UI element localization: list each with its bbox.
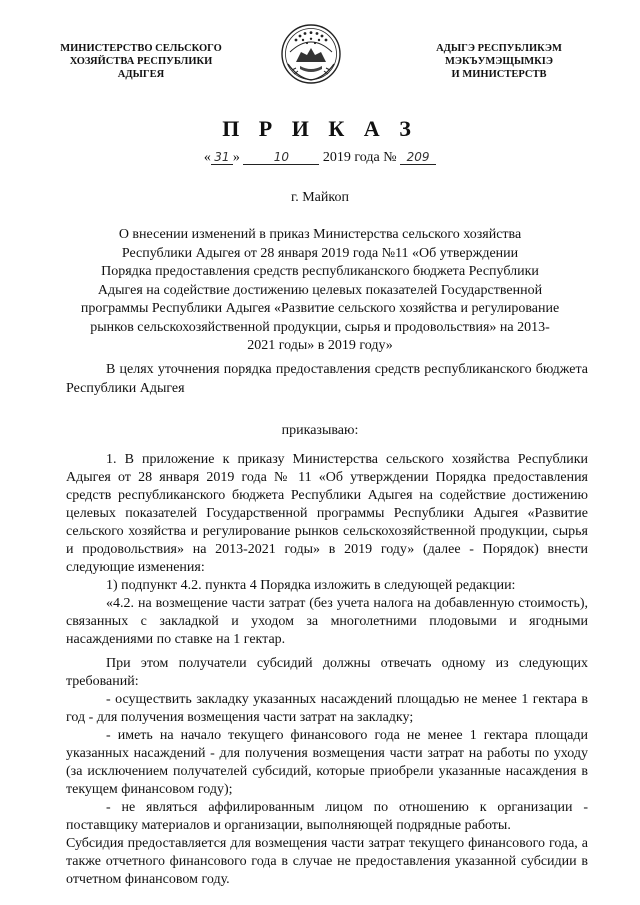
coat-of-arms-emblem (280, 22, 342, 86)
header-right-line: АДЫГЭ РЕСПУБЛИКЭМ (436, 43, 562, 54)
purpose-paragraph: В целях уточнения порядка предоставления средств республиканского бюджета Республики Адыгея (66, 362, 588, 396)
ministry-header-adyghe (404, 42, 594, 81)
order-body (66, 451, 588, 889)
header-left-line: МИНИСТЕРСТВО СЕЛЬСКОГО (60, 43, 222, 54)
ministry-header-russian (46, 42, 236, 81)
city-name: г. Майкоп (291, 190, 349, 205)
order-number: 209 (400, 150, 436, 165)
subject-line: программы Республики Адыгея «Развитие сельского хозяйства и регулирование (80, 301, 560, 316)
paragraph-requirements: При этом получатели субсидий должны отвечать одному из следующих требований: (66, 656, 588, 689)
paragraph-item-1: 1. В приложение к приказу Министерства сельского хозяйства Республики Адыгея от 28 января 2019 года № 11 «Об утверждении Порядка предоставления средств республиканского бюджета Республики Адыгея на содействие достижению целевых показателей Государственной программы Республики Адыгея «Развитие сельского хозяйства и регулирование рынков сельскохозяйственной продукции, сырья и продовольствия» на 2013-2021 годы» в 2019 году» (далее - Порядок) внести следующие изменения: (66, 452, 588, 575)
order-date-line (0, 150, 640, 166)
paragraph-subsidy: Субсидия предоставляется для возмещения части затрат текущего финансового года, а также отчетного финансового года в случае не предоставления указанной субсидии в отчетном финансовом году. (66, 836, 588, 887)
subject-line: О внесении изменений в приказ Министерства сельского хозяйства (118, 227, 522, 242)
header-right-line: И МИНИСТЕРСТВ (451, 69, 547, 80)
order-word: приказываю: (281, 423, 359, 438)
header-left-line: ХОЗЯЙСТВА РЕСПУБЛИКИ (69, 56, 213, 67)
order-day: 31 (211, 150, 233, 165)
order-month: 10 (243, 150, 319, 165)
header-left-line: АДЫГЕЯ (117, 69, 165, 80)
header-right-line: МЭКЪУМЭЩЫМКIЭ (445, 56, 553, 67)
requirement-item: - иметь на начало текущего финансового года не менее 1 гектара площади указанных насаждений - для получения возмещения части затрат на работы по уходу (за исключением получателей субсидий, которые приобрели указанные насаждения в текущем финансовом году); (66, 728, 588, 797)
order-subject (60, 226, 580, 356)
subject-line: Адыгея на содействие достижению целевых показателей Государственной (97, 282, 543, 298)
subject-line: 2021 годы» в 2019 году» (247, 338, 393, 353)
subject-line: Республики Адыгея от 28 января 2019 года №11 «Об утверждении (121, 245, 519, 261)
order-year-text: 2019 года № (322, 150, 397, 165)
requirement-item: - осуществить закладку указанных насаждений площадью не менее 1 гектара в год - для получения возмещения части затрат на закладку; (66, 692, 588, 725)
subject-line: Порядка предоставления средств республиканского бюджета Республики (101, 264, 539, 279)
document-title: П Р И К А З (222, 116, 418, 141)
paragraph-quote-4-2: «4.2. на возмещение части затрат (без учета налога на добавленную стоимость), связанных с закладкой и уходом за многолетними плодовыми и ягодными насаждениями по ставке на 1 гектар. (66, 596, 588, 647)
subject-line: рынков сельскохозяйственной продукции, сырья и продовольствия» на 2013- (90, 319, 550, 335)
close-quote: » (232, 150, 240, 165)
requirement-item: - не являться аффилированным лицом по отношению к организации - поставщику материалов и организации, выполняющей подрядные работы. (66, 800, 588, 833)
paragraph-subitem-1: 1) подпункт 4.2. пункта 4 Порядка изложить в следующей редакции: (106, 578, 516, 593)
open-quote: « (203, 150, 211, 165)
